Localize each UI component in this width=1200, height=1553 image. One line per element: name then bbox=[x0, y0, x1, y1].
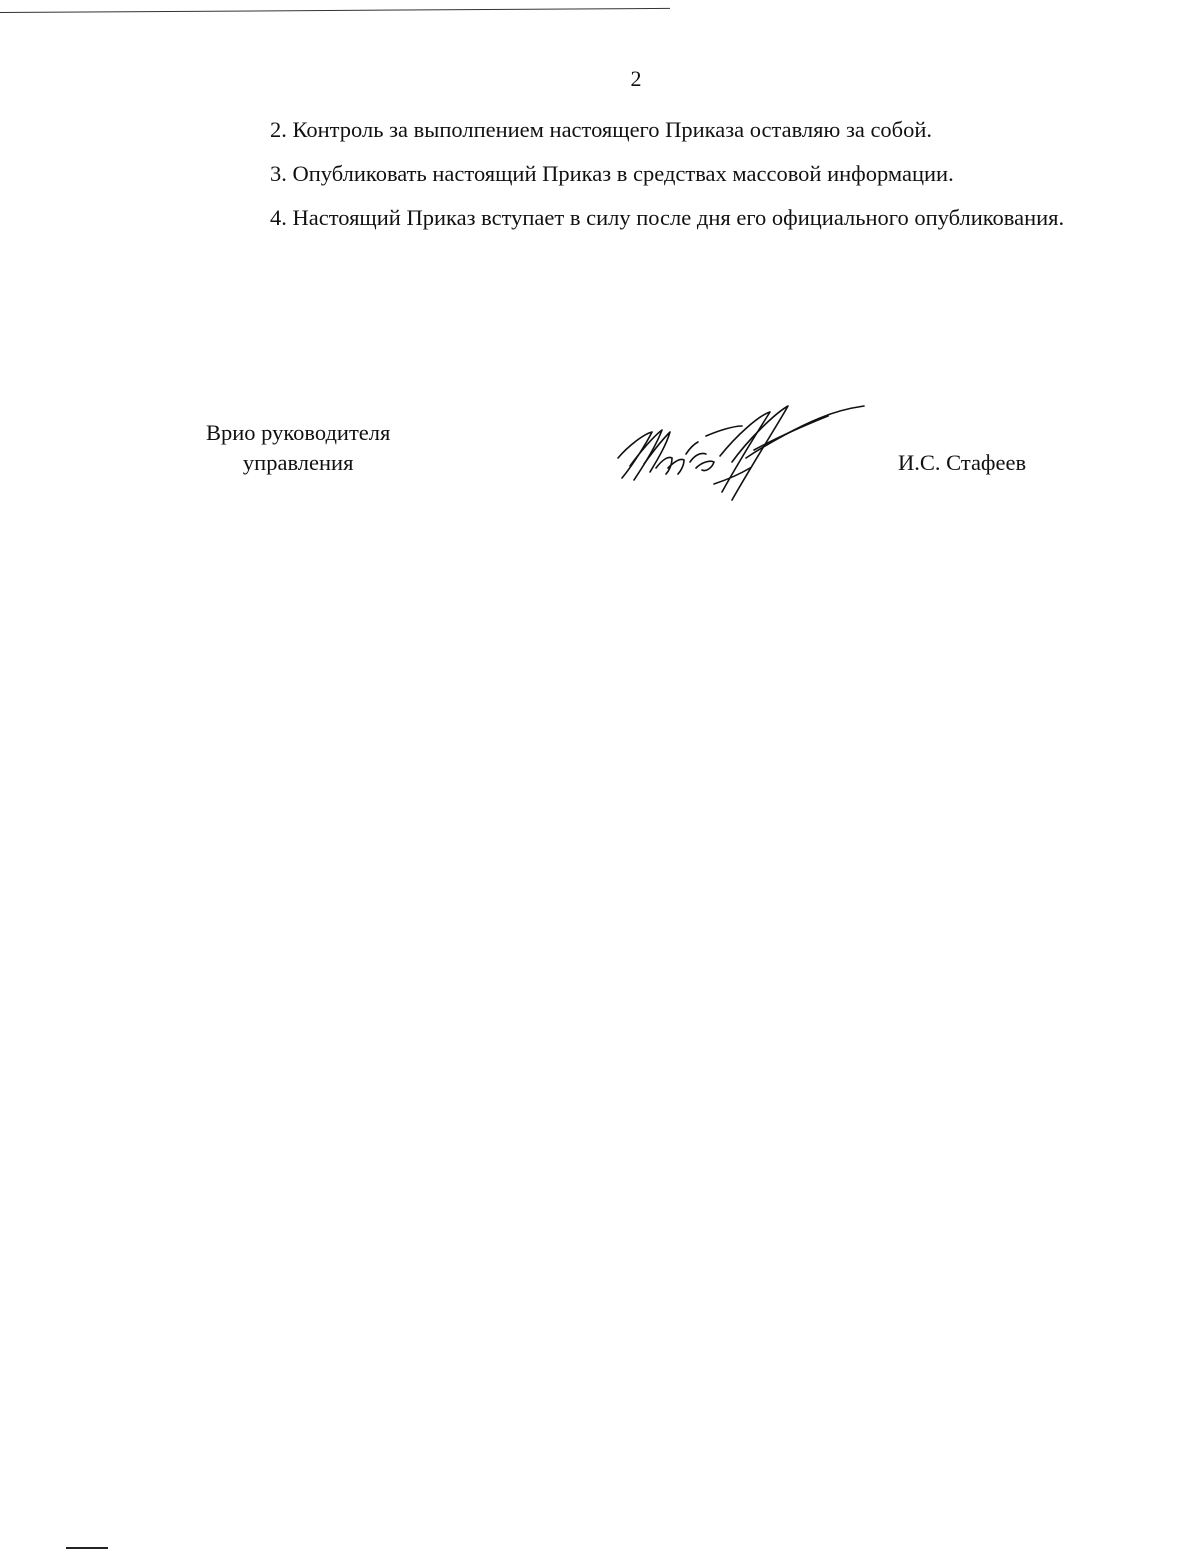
page-number: 2 bbox=[630, 66, 642, 91]
signatory-position-line2: управления bbox=[242, 450, 354, 475]
scan-edge-line-bottom bbox=[66, 1547, 108, 1549]
document-body bbox=[206, 108, 1068, 240]
paragraph-2: 2. Контроль за выполпением настоящего Приказа оставляю за собой. bbox=[270, 117, 933, 142]
handwritten-signature-icon bbox=[610, 396, 870, 508]
signatory-position bbox=[206, 418, 390, 478]
scan-edge-line-top bbox=[0, 8, 670, 13]
signature-block bbox=[206, 418, 1068, 528]
paragraph-3: 3. Опубликовать настоящий Приказ в средствах массовой информации. bbox=[270, 161, 954, 186]
signatory-position-line1: Врио руководителя bbox=[206, 420, 391, 445]
paragraph-4: 4. Настоящий Приказ вступает в силу после дня его официального опубликования. bbox=[270, 205, 1065, 230]
signatory-name: И.С. Стафеев bbox=[898, 450, 1027, 475]
